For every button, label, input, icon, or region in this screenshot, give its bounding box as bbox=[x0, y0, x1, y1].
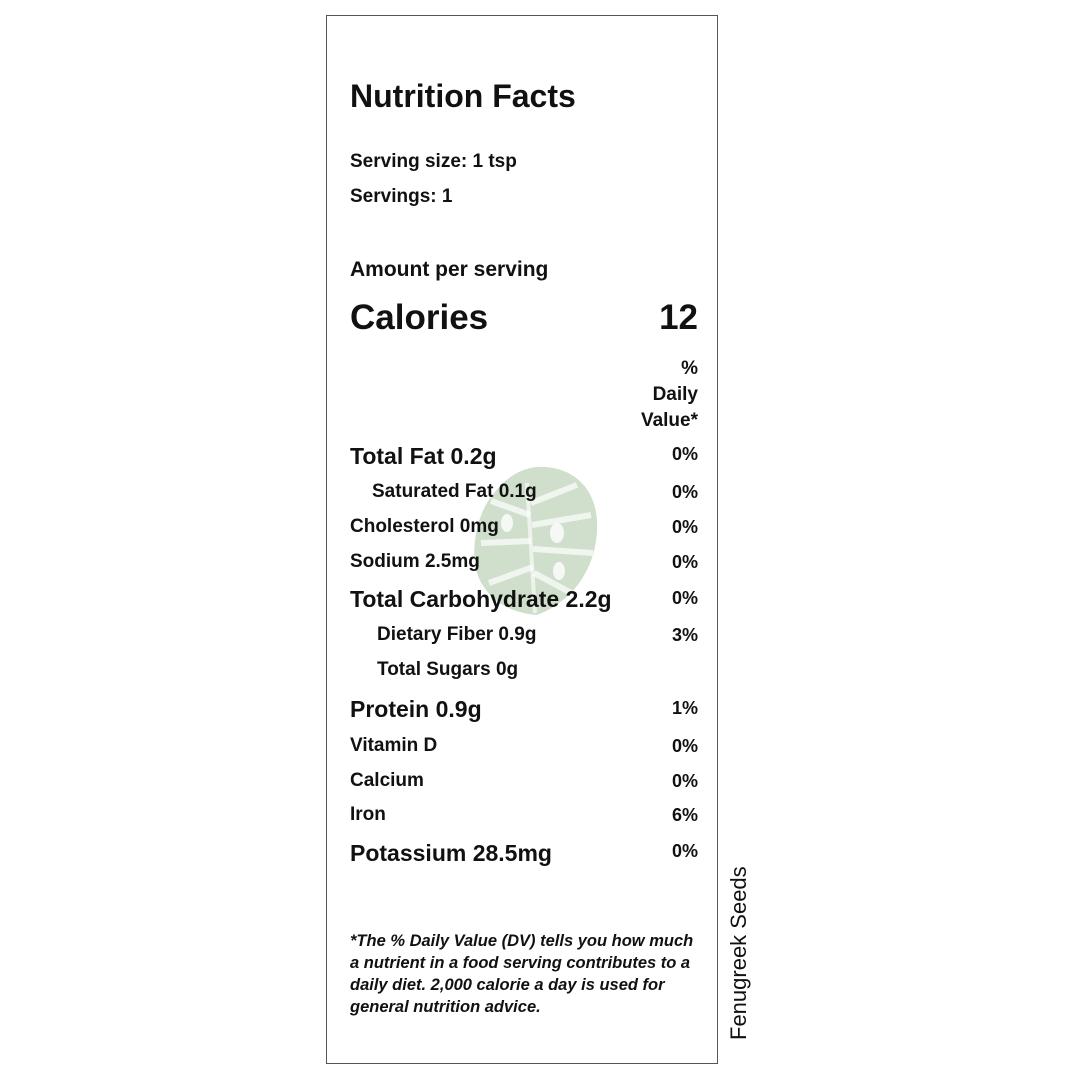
product-name-side-label: Fenugreek Seeds bbox=[726, 866, 751, 1040]
nutrient-total-carbohydrate-pct: 0% bbox=[671, 588, 698, 608]
nutrient-iron: Iron bbox=[350, 804, 386, 825]
amount-per-serving: Amount per serving bbox=[350, 258, 549, 281]
nutrient-potassium-pct: 0% bbox=[671, 841, 698, 861]
daily-value-header-line: Value* bbox=[640, 410, 698, 431]
nutrient-calcium: Calcium bbox=[350, 770, 424, 791]
daily-value-header-line: Daily bbox=[652, 384, 698, 405]
nutrient-dietary-fiber-pct: 3% bbox=[671, 625, 698, 645]
servings-count: Servings: 1 bbox=[350, 186, 453, 207]
nutrient-iron-pct: 6% bbox=[671, 805, 698, 825]
nutrient-total-carbohydrate: Total Carbohydrate 2.2g bbox=[350, 586, 612, 612]
calories-label: Calories bbox=[350, 298, 489, 337]
nutrient-potassium: Potassium 28.5mg bbox=[350, 840, 552, 866]
nutrient-total-sugars: Total Sugars 0g bbox=[377, 659, 519, 680]
nutrition-label bbox=[326, 15, 718, 1064]
nutrient-cholesterol-pct: 0% bbox=[671, 517, 698, 537]
nutrient-cholesterol: Cholesterol 0mg bbox=[350, 516, 499, 537]
nutrient-vitamin-d-pct: 0% bbox=[671, 736, 698, 756]
nutrient-vitamin-d: Vitamin D bbox=[350, 735, 438, 756]
nutrient-total-fat: Total Fat 0.2g bbox=[350, 443, 497, 469]
nutrient-total-fat-pct: 0% bbox=[671, 444, 698, 464]
nutrient-sodium: Sodium 2.5mg bbox=[350, 551, 480, 572]
daily-value-header-line: % bbox=[681, 358, 698, 379]
nutrient-dietary-fiber: Dietary Fiber 0.9g bbox=[377, 624, 537, 645]
serving-size: Serving size: 1 tsp bbox=[350, 151, 517, 172]
nutrient-protein: Protein 0.9g bbox=[350, 696, 482, 722]
nutrient-sodium-pct: 0% bbox=[671, 552, 698, 572]
daily-value-footnote: *The % Daily Value (DV) tells you how much a nutrient in a food serving contributes to a daily diet. 2,000 calorie a day is used for general nutrition advice. bbox=[350, 932, 694, 1016]
nutrient-protein-pct: 1% bbox=[671, 698, 698, 718]
daily-value-header bbox=[641, 356, 698, 434]
label-title: Nutrition Facts bbox=[350, 78, 576, 114]
nutrient-saturated-fat-pct: 0% bbox=[671, 482, 698, 502]
nutrient-saturated-fat: Saturated Fat 0.1g bbox=[372, 481, 537, 502]
nutrient-calcium-pct: 0% bbox=[671, 771, 698, 791]
calories-value: 12 bbox=[659, 298, 698, 337]
